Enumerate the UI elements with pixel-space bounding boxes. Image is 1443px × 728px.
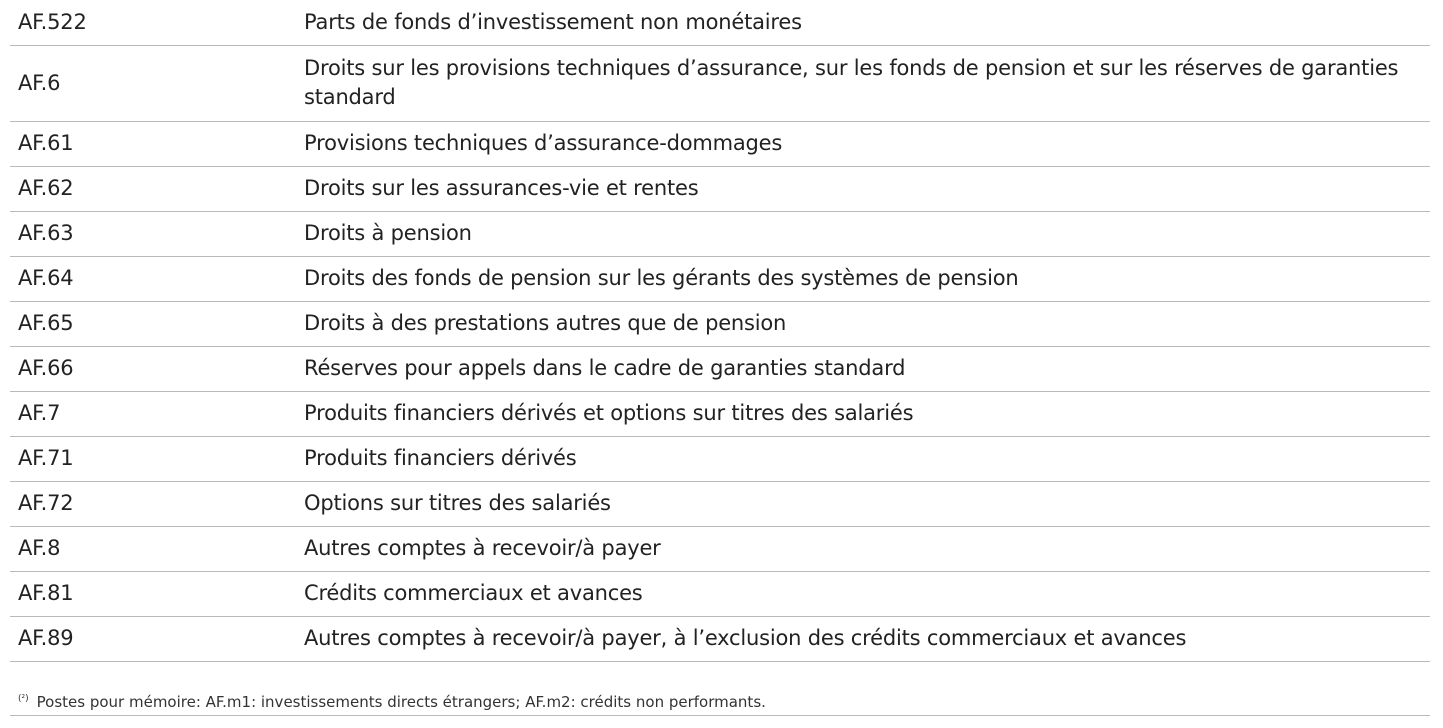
row-code: AF.81 xyxy=(10,571,304,616)
row-label: Options sur titres des salariés xyxy=(304,481,1430,526)
row-label: Droits sur les provisions techniques d’assurance, sur les fonds de pension et sur les réserves de garanties standard xyxy=(304,45,1430,121)
row-code: AF.72 xyxy=(10,481,304,526)
table-row xyxy=(10,481,1430,526)
row-code: AF.62 xyxy=(10,166,304,211)
row-code: AF.522 xyxy=(10,0,304,45)
row-code: AF.89 xyxy=(10,616,304,661)
table-row xyxy=(10,391,1430,436)
footnote-text: Postes pour mémoire: AF.m1: investissements directs étrangers; AF.m2: crédits non performants. xyxy=(36,693,766,711)
row-label: Autres comptes à recevoir/à payer, à l’exclusion des crédits commerciaux et avances xyxy=(304,616,1430,661)
row-label: Droits à pension xyxy=(304,211,1430,256)
row-code: AF.6 xyxy=(10,45,304,121)
row-label: Droits des fonds de pension sur les gérants des systèmes de pension xyxy=(304,256,1430,301)
row-code: AF.8 xyxy=(10,526,304,571)
row-label: Autres comptes à recevoir/à payer xyxy=(304,526,1430,571)
row-code: AF.61 xyxy=(10,121,304,166)
table-row xyxy=(10,211,1430,256)
row-code: AF.65 xyxy=(10,301,304,346)
table-row xyxy=(10,166,1430,211)
table-row xyxy=(10,436,1430,481)
table-row xyxy=(10,256,1430,301)
row-label: Droits à des prestations autres que de pension xyxy=(304,301,1430,346)
table-row xyxy=(10,45,1430,121)
row-code: AF.71 xyxy=(10,436,304,481)
footnote xyxy=(18,689,766,712)
row-label: Parts de fonds d’investissement non monétaires xyxy=(304,0,1430,45)
row-label: Produits financiers dérivés xyxy=(304,436,1430,481)
classification-table-container xyxy=(10,0,1430,662)
footnote-divider xyxy=(10,715,1430,716)
table-row xyxy=(10,526,1430,571)
table-row xyxy=(10,301,1430,346)
table-row xyxy=(10,0,1430,45)
row-label: Provisions techniques d’assurance-dommages xyxy=(304,121,1430,166)
row-label: Crédits commerciaux et avances xyxy=(304,571,1430,616)
classification-table xyxy=(10,0,1430,662)
row-label: Droits sur les assurances-vie et rentes xyxy=(304,166,1430,211)
row-code: AF.66 xyxy=(10,346,304,391)
row-code: AF.63 xyxy=(10,211,304,256)
table-row xyxy=(10,346,1430,391)
table-row xyxy=(10,616,1430,661)
row-label: Réserves pour appels dans le cadre de garanties standard xyxy=(304,346,1430,391)
row-code: AF.7 xyxy=(10,391,304,436)
footnote-marker: (²) xyxy=(18,694,29,704)
row-code: AF.64 xyxy=(10,256,304,301)
table-row xyxy=(10,571,1430,616)
row-label: Produits financiers dérivés et options sur titres des salariés xyxy=(304,391,1430,436)
table-row xyxy=(10,121,1430,166)
